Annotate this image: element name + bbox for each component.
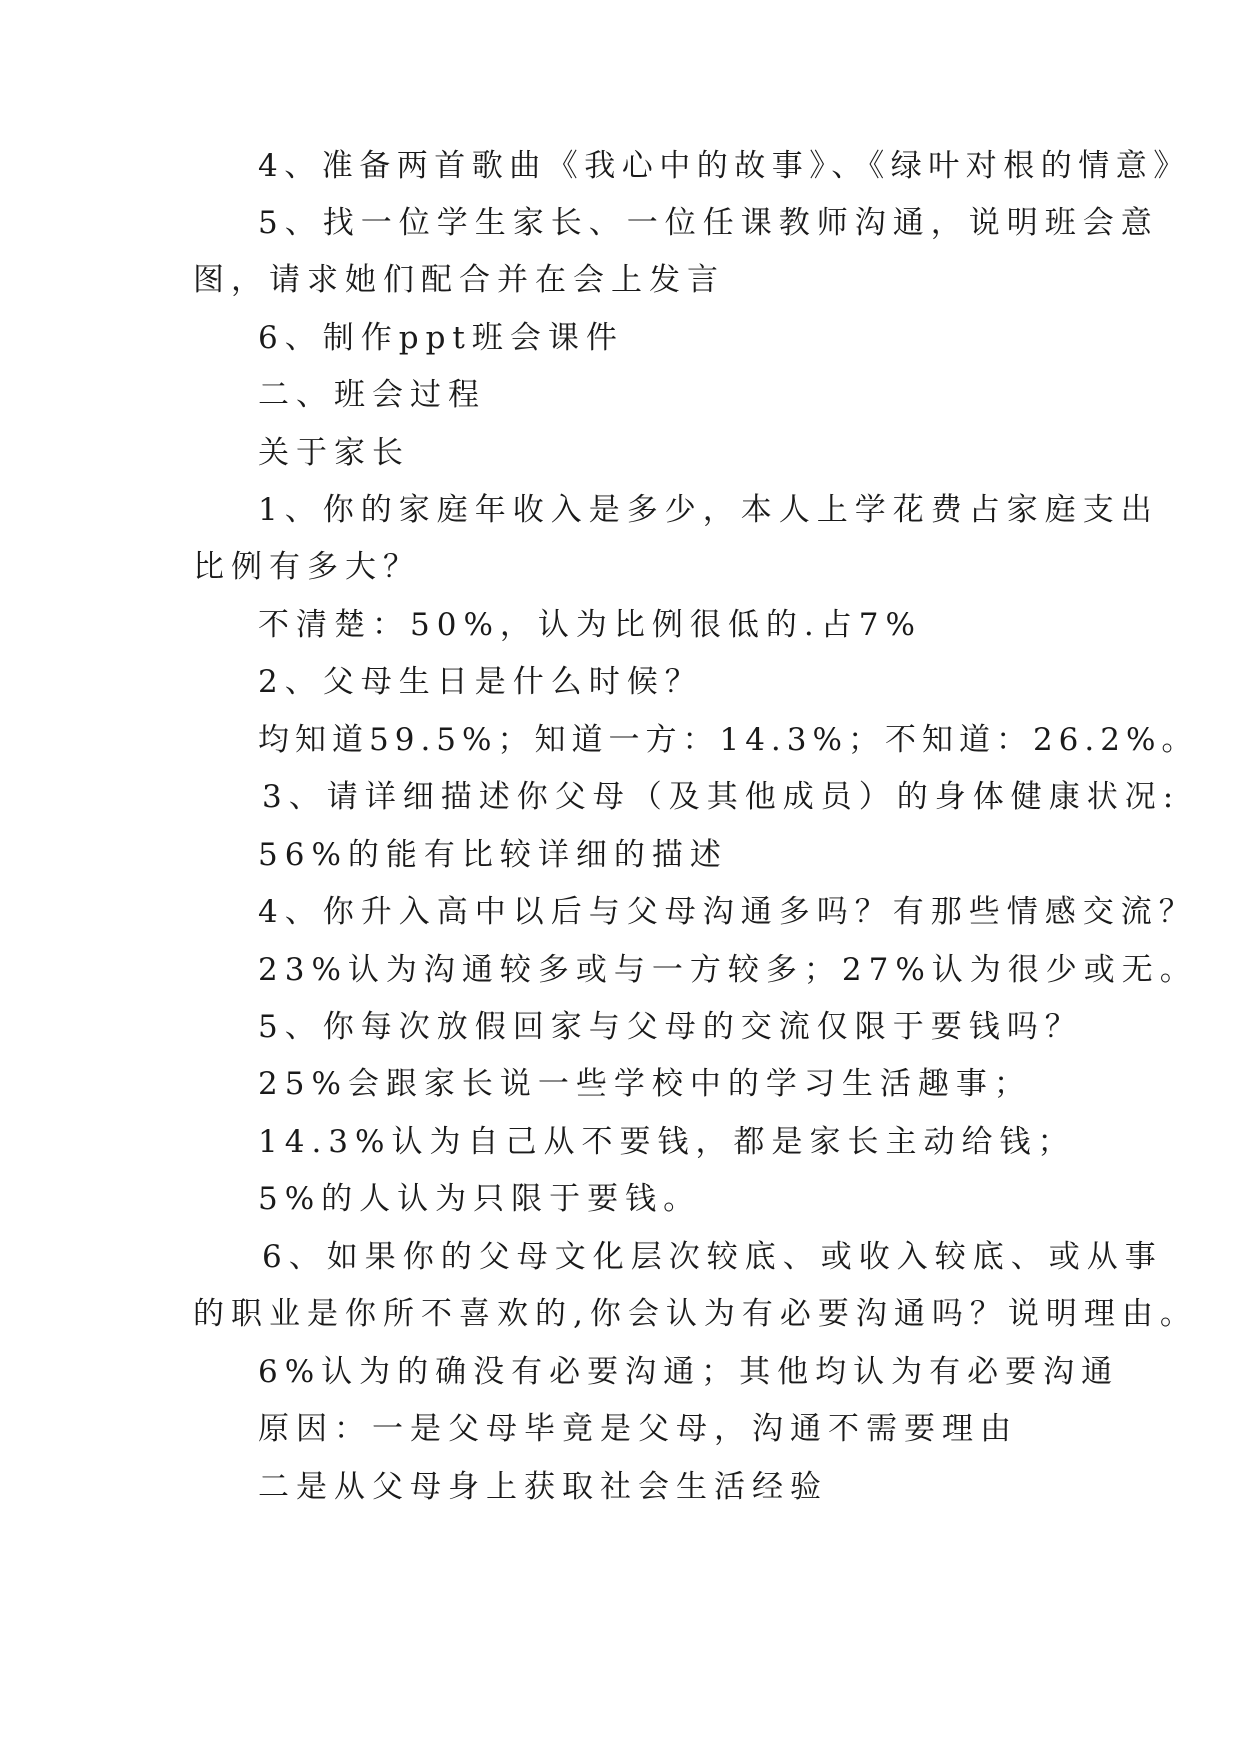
section-heading: 二、班会过程 [258, 377, 486, 413]
text-line: 比例有多大？ [193, 549, 421, 585]
text-line: 均知道59.5%；知道一方：14.3%；不知道：26.2%。 [258, 722, 1199, 758]
text-line: 3、请详细描述你父母（及其他成员）的身体健康状况: [262, 779, 1181, 815]
text-line: 5、你每次放假回家与父母的交流仅限于要钱吗？ [258, 1009, 1083, 1045]
text-line: 6、制作ppt班会课件 [258, 320, 624, 356]
text-line: 4、准备两首歌曲《我心中的故事》、《绿叶对根的情意》 [258, 148, 1191, 184]
text-line: 23%认为沟通较多或与一方较多；27%认为很少或无。 [258, 952, 1198, 988]
text-line: 图，请求她们配合并在会上发言 [193, 262, 725, 298]
text-line: 不清楚：50%，认为比例很低的.占7% [258, 607, 922, 643]
text-line: 56%的能有比较详细的描述 [258, 837, 728, 873]
text-line: 2、父母生日是什么时候？ [258, 664, 703, 700]
text-line: 4、你升入高中以后与父母沟通多吗？有那些情感交流？ [258, 894, 1197, 930]
text-line: 25%会跟家长说一些学校中的学习生活趣事； [258, 1066, 1032, 1102]
text-line: 关于家长 [258, 435, 410, 471]
text-line: 二是从父母身上获取社会生活经验 [258, 1469, 828, 1505]
text-line: 6、如果你的父母文化层次较底、或收入较底、或从事 [262, 1239, 1163, 1275]
text-line: 14.3%认为自己从不要钱，都是家长主动给钱； [258, 1124, 1076, 1160]
text-line: 原因：一是父母毕竟是父母，沟通不需要理由 [258, 1411, 1018, 1447]
text-line: 5、找一位学生家长、一位任课教师沟通，说明班会意 [258, 205, 1159, 241]
text-line: 1、你的家庭年收入是多少，本人上学花费占家庭支出 [258, 492, 1159, 528]
text-line: 6%认为的确没有必要沟通；其他均认为有必要沟通 [258, 1354, 1120, 1390]
text-line: 的职业是你所不喜欢的,你会认为有必要沟通吗？说明理由。 [193, 1296, 1198, 1332]
text-line: 5%的人认为只限于要钱。 [258, 1181, 702, 1217]
